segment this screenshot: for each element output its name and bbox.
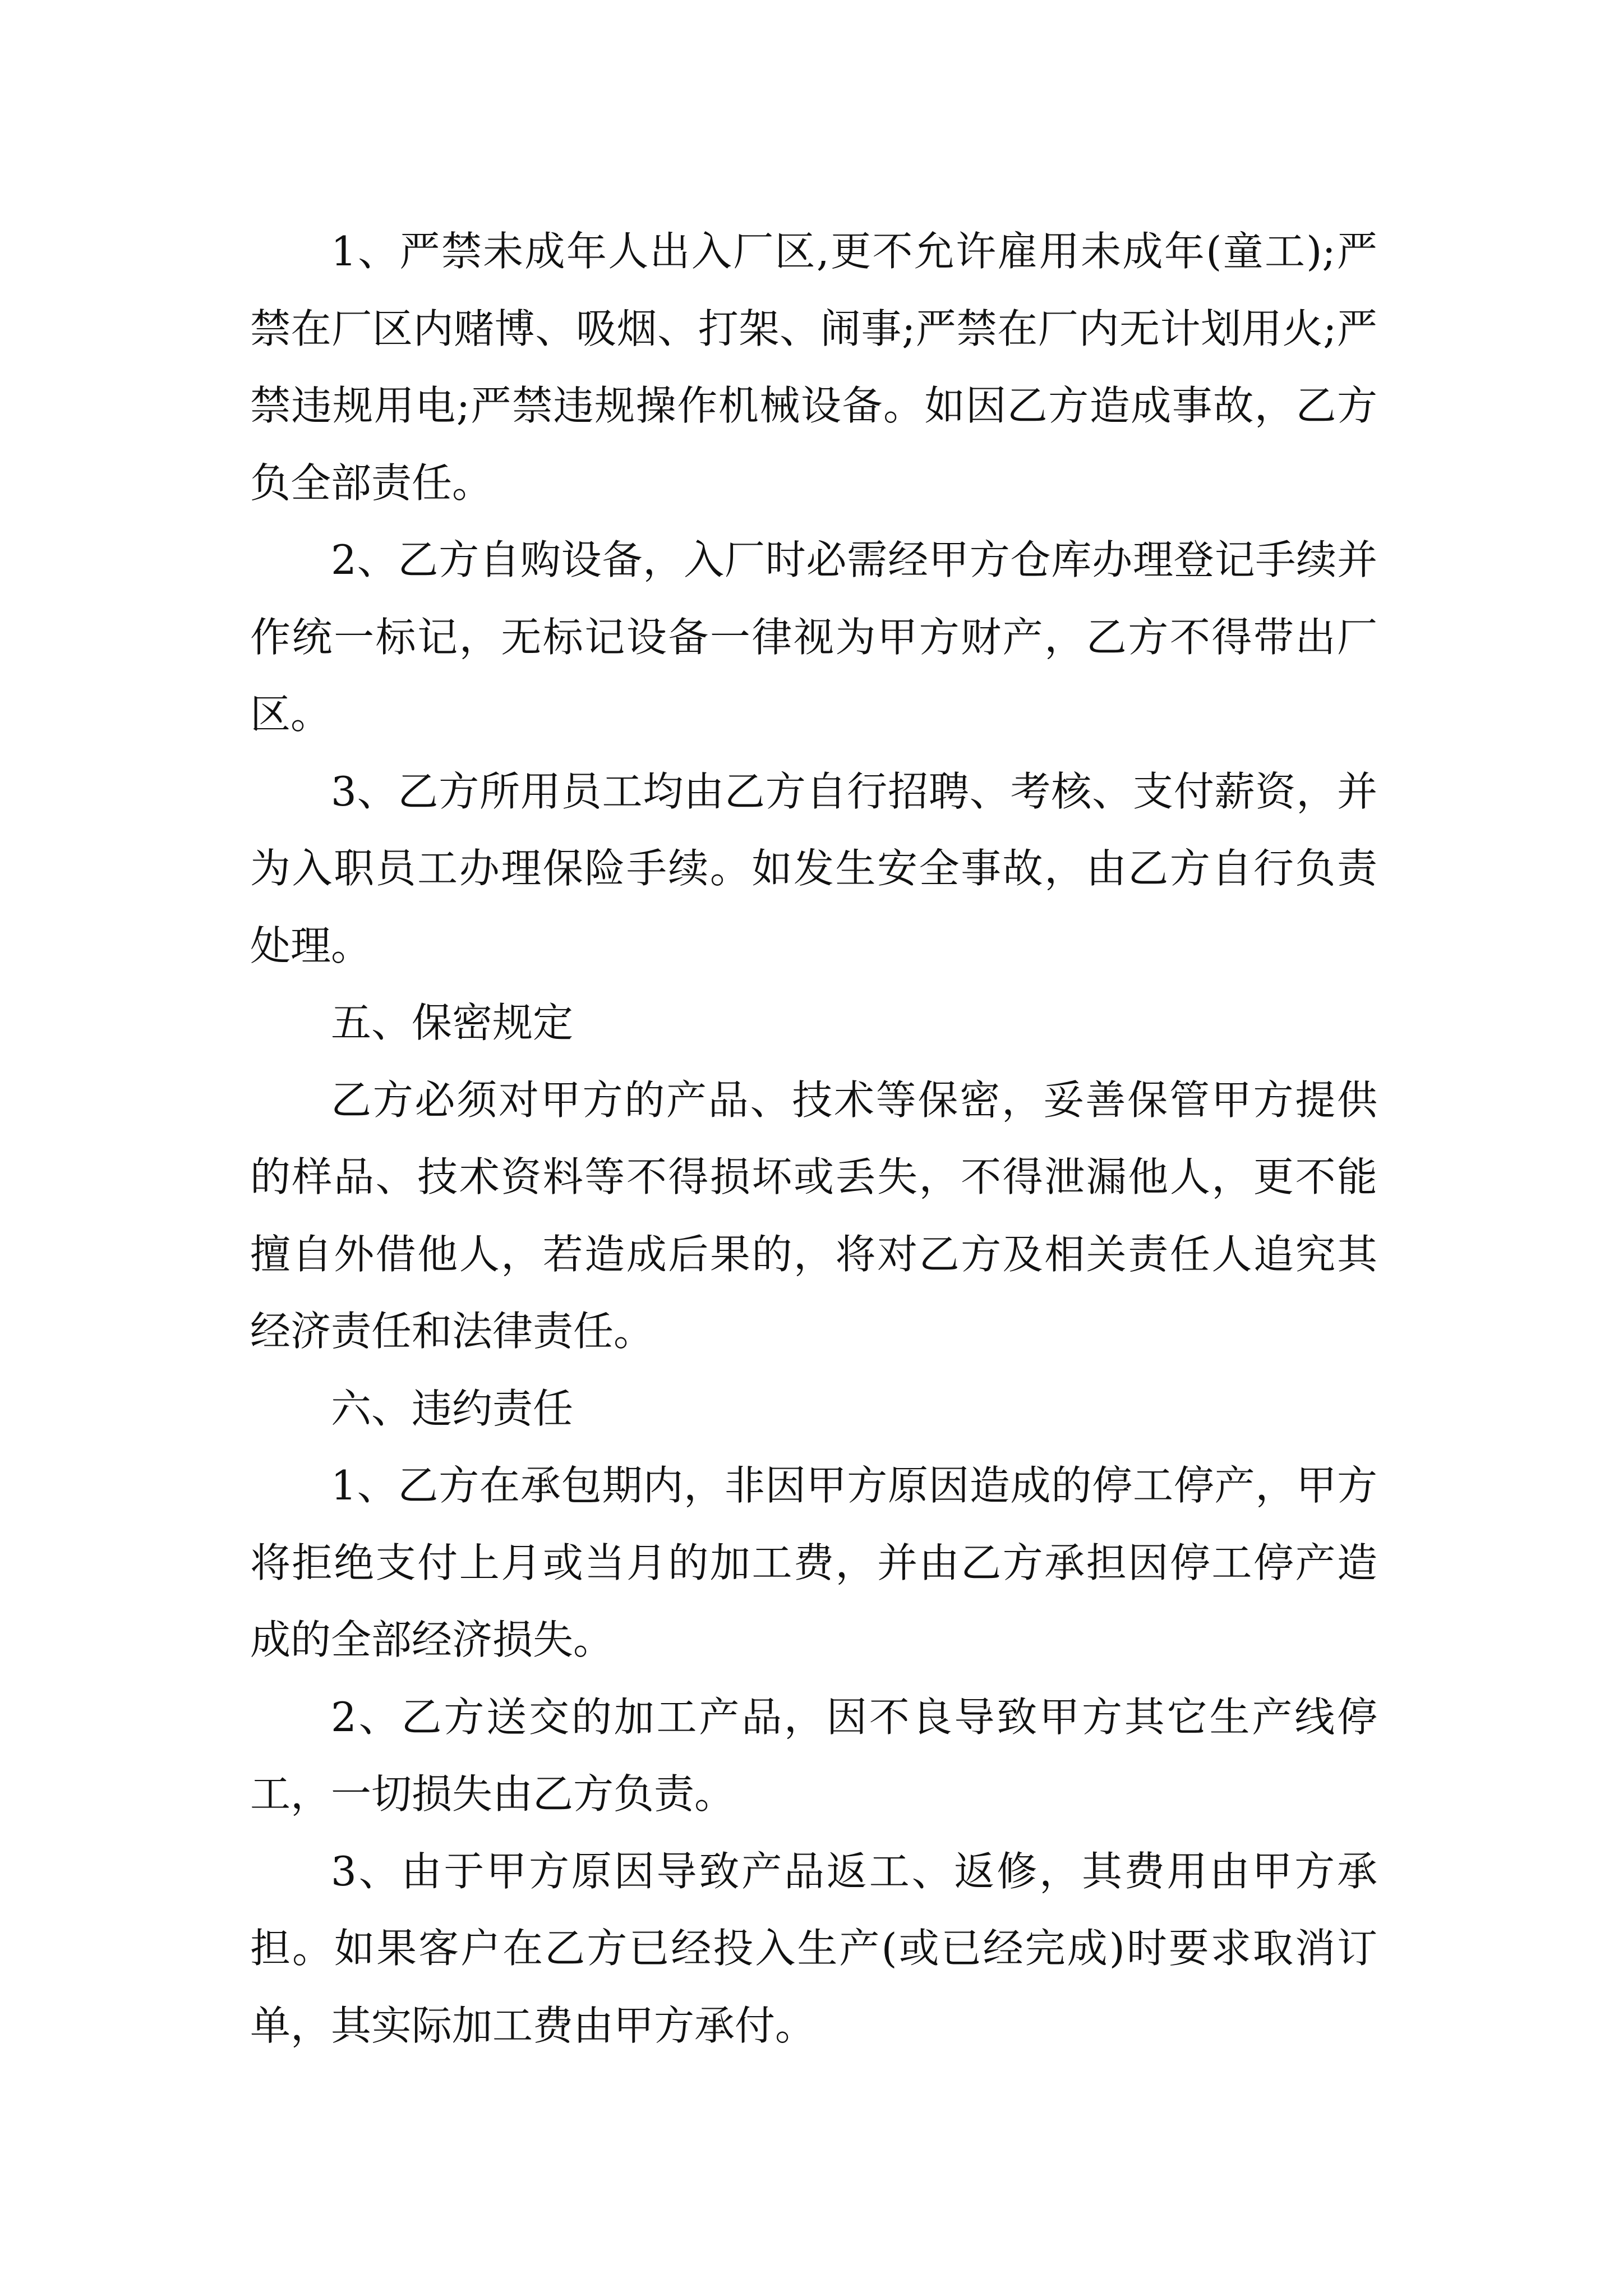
breach-item-2: 2、乙方送交的加工产品，因不良导致甲方其它生产线停工，一切损失由乙方负责。: [250, 1693, 1377, 1818]
section-heading-breach-liability: 六、违约责任: [331, 1384, 574, 1432]
breach-item-3: 3、由于甲方原因导致产品返工、返修，其费用由甲方承担。如果客户在乙方已经投入生产(或已经完成)时要求取消订单，其实际加工费由甲方承付。: [250, 1847, 1377, 2049]
clause-4-item-1: 1、严禁未成年人出入厂区,更不允许雇用未成年(童工);严禁在厂区内赌博、吸烟、打架、闹事;严禁在厂内无计划用火;严禁违规用电;严禁违规操作机械设备。如因乙方造成事故，乙方负全部责任。: [250, 228, 1377, 507]
section-heading-confidentiality: 五、保密规定: [331, 999, 574, 1046]
confidentiality-paragraph: 乙方必须对甲方的产品、技术等保密，妥善保管甲方提供的样品、技术资料等不得损坏或丢失，不得泄漏他人，更不能擅自外借他人，若造成后果的，将对乙方及相关责任人追究其经济责任和法律责任。: [250, 1076, 1377, 1355]
document-page: [250, 213, 1377, 2064]
breach-item-1: 1、乙方在承包期内，非因甲方原因造成的停工停产，甲方将拒绝支付上月或当月的加工费，并由乙方承担因停工停产造成的全部经济损失。: [250, 1462, 1377, 1663]
clause-4-item-2: 2、乙方自购设备，入厂时必需经甲方仓库办理登记手续并作统一标记，无标记设备一律视为甲方财产，乙方不得带出厂区。: [250, 536, 1377, 738]
clause-4-item-3: 3、乙方所用员工均由乙方自行招聘、考核、支付薪资，并为入职员工办理保险手续。如发生安全事故，由乙方自行负责处理。: [250, 767, 1377, 969]
